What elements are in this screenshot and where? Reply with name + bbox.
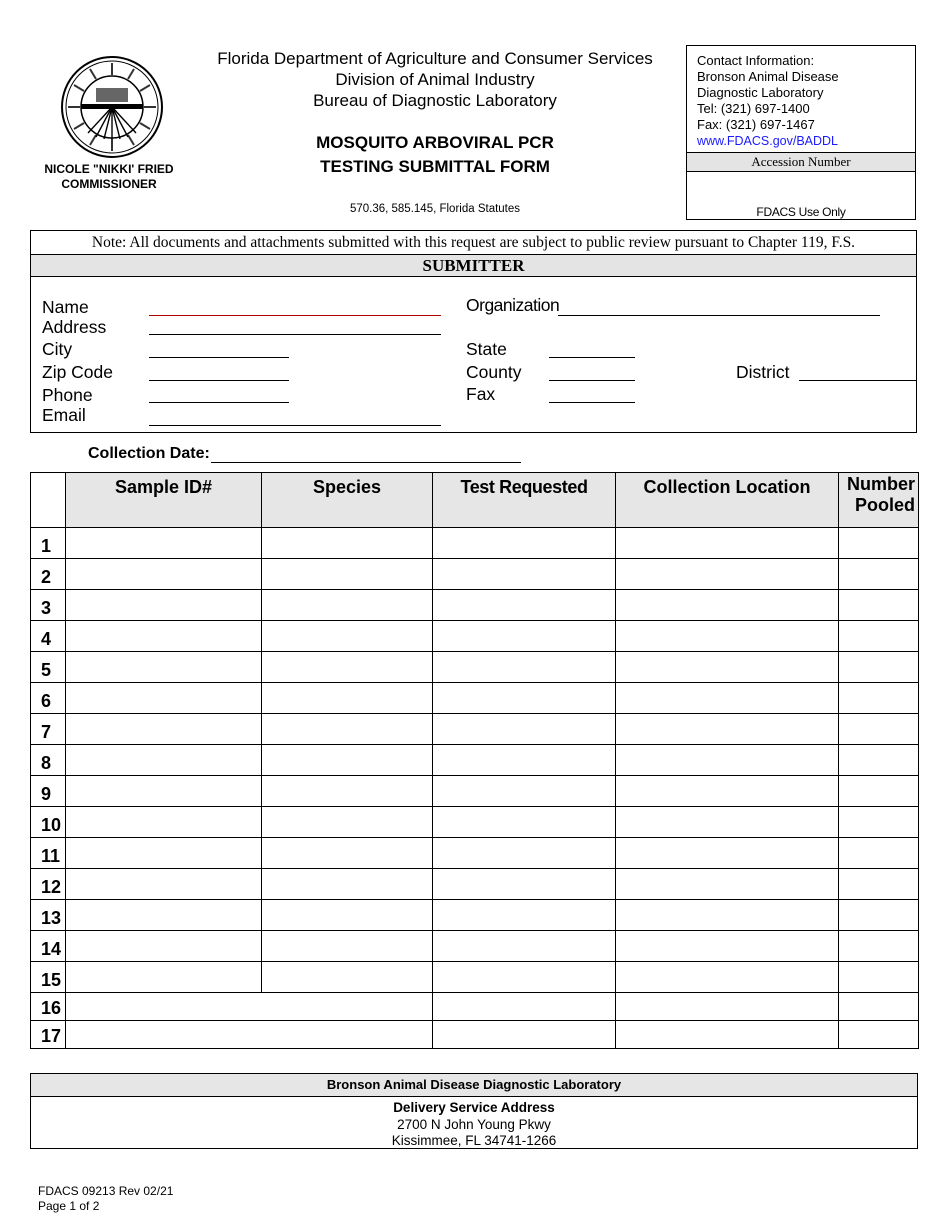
species-cell[interactable]: [262, 962, 433, 993]
statutes-reference: 570.36, 585.145, Florida Statutes: [349, 203, 521, 215]
row-number: 1: [31, 528, 66, 559]
species-cell[interactable]: [262, 869, 433, 900]
page-number: Page 1 of 2: [38, 1199, 100, 1213]
lab-address: [31, 1100, 917, 1150]
collection-location-cell[interactable]: [616, 776, 839, 807]
test-requested-header: Test Requested: [433, 473, 616, 528]
number-pooled-header-line-2: Pooled: [854, 495, 915, 515]
species-cell[interactable]: [262, 714, 433, 745]
form-title-line-1: MOSQUITO ARBOVIRAL PCR: [316, 133, 554, 152]
number-pooled-header-line-1: Number: [846, 474, 915, 494]
public-records-note: Note: All documents and attachments submitted with this request are subject to public review pursuant to Chapter 119, F.S.: [91, 234, 856, 251]
sample-id-cell[interactable]: [66, 776, 262, 807]
collection-location-cell[interactable]: [616, 931, 839, 962]
lab-name: Bronson Animal Disease Diagnostic Laboratory: [31, 1074, 917, 1097]
test-requested-cell[interactable]: [433, 714, 616, 745]
species-cell[interactable]: [262, 590, 433, 621]
species-cell[interactable]: [262, 838, 433, 869]
test-requested-cell[interactable]: [433, 652, 616, 683]
collection-location-cell[interactable]: [616, 838, 839, 869]
contact-line-3: Diagnostic Laboratory: [697, 85, 824, 100]
collection-location-cell[interactable]: [616, 869, 839, 900]
table-row: [31, 652, 919, 683]
row-number: 13: [31, 900, 66, 931]
number-pooled-cell[interactable]: [839, 683, 919, 714]
lab-city-state-zip: Kissimmee, FL 34741-1266: [391, 1133, 557, 1148]
footer: [38, 1184, 173, 1214]
row-number: 5: [31, 652, 66, 683]
number-pooled-cell[interactable]: [839, 776, 919, 807]
collection-location-cell[interactable]: [616, 528, 839, 559]
row-number: 11: [31, 838, 66, 869]
number-pooled-cell[interactable]: [839, 931, 919, 962]
contact-website-link[interactable]: www.FDACS.gov/BADDL: [697, 134, 839, 148]
species-cell[interactable]: [262, 528, 433, 559]
sample-id-cell[interactable]: [66, 683, 262, 714]
collection-location-cell[interactable]: [616, 1021, 839, 1049]
address-label: Address: [42, 317, 107, 337]
sample-id-cell[interactable]: [66, 714, 262, 745]
sample-id-cell[interactable]: [66, 931, 262, 962]
email-label: Email: [42, 405, 86, 425]
county-label: County: [466, 362, 522, 382]
test-requested-cell[interactable]: [433, 621, 616, 652]
department-seal-icon: [60, 55, 164, 159]
lab-street: 2700 N John Young Pkwy: [397, 1116, 551, 1132]
test-requested-cell[interactable]: [433, 590, 616, 621]
row-number: 12: [31, 869, 66, 900]
name-field[interactable]: [149, 315, 441, 316]
zip-code-field[interactable]: [149, 380, 289, 381]
state-label: State: [466, 339, 507, 359]
collection-location-cell[interactable]: [616, 745, 839, 776]
table-row: [31, 745, 919, 776]
delivery-service-label: Delivery Service Address: [393, 1100, 555, 1115]
collection-location-cell[interactable]: [616, 714, 839, 745]
table-row: [31, 869, 919, 900]
agency-line-2: Division of Animal Industry: [335, 70, 535, 89]
number-pooled-cell[interactable]: [839, 745, 919, 776]
row-number: 4: [31, 621, 66, 652]
number-pooled-cell[interactable]: [839, 962, 919, 993]
number-pooled-cell[interactable]: [839, 621, 919, 652]
delivery-address-box: [30, 1073, 918, 1149]
number-pooled-cell[interactable]: [839, 869, 919, 900]
table-row: [31, 559, 919, 590]
organization-field[interactable]: [558, 315, 880, 316]
number-pooled-cell[interactable]: [839, 900, 919, 931]
accession-number-label: Accession Number: [687, 152, 915, 172]
sample-id-cell[interactable]: [66, 590, 262, 621]
table-row: [31, 776, 919, 807]
table-row: [31, 993, 919, 1021]
sample-id-cell[interactable]: [66, 528, 262, 559]
row-number: 6: [31, 683, 66, 714]
district-field[interactable]: [799, 380, 917, 381]
row-number: 3: [31, 590, 66, 621]
contact-phone: Tel: (321) 697-1400: [697, 101, 810, 116]
sample-table: [30, 472, 919, 1049]
species-cell[interactable]: [262, 776, 433, 807]
test-requested-cell[interactable]: [433, 528, 616, 559]
form-title-line-2: TESTING SUBMITTAL FORM: [320, 157, 550, 176]
contact-text: [697, 53, 839, 149]
table-row: [31, 683, 919, 714]
table-row: [31, 962, 919, 993]
number-pooled-cell[interactable]: [839, 559, 919, 590]
number-pooled-cell[interactable]: [839, 590, 919, 621]
row-number: 10: [31, 807, 66, 838]
form-title: [190, 131, 680, 179]
agency-line-3: Bureau of Diagnostic Laboratory: [313, 91, 557, 110]
collection-location-cell[interactable]: [616, 621, 839, 652]
sample-id-cell[interactable]: [66, 807, 262, 838]
collection-location-cell[interactable]: [616, 962, 839, 993]
district-label: District: [736, 362, 790, 382]
city-field[interactable]: [149, 357, 289, 358]
sample-id-cell[interactable]: [66, 962, 262, 993]
sample-id-cell[interactable]: [66, 652, 262, 683]
fax-field[interactable]: [549, 402, 635, 403]
table-row: [31, 1021, 919, 1049]
phone-label: Phone: [42, 385, 93, 405]
row-number: 16: [31, 993, 66, 1021]
row-number-header: [31, 473, 66, 528]
test-requested-cell[interactable]: [433, 869, 616, 900]
collection-location-cell[interactable]: [616, 807, 839, 838]
test-requested-cell[interactable]: [433, 838, 616, 869]
species-header: Species: [262, 473, 433, 528]
sample-id-species-cell[interactable]: [66, 993, 433, 1021]
collection-location-cell[interactable]: [616, 652, 839, 683]
species-cell[interactable]: [262, 683, 433, 714]
contact-line-1: Contact Information:: [697, 53, 815, 68]
sample-id-cell[interactable]: [66, 559, 262, 590]
test-requested-cell[interactable]: [433, 807, 616, 838]
number-pooled-cell[interactable]: [839, 528, 919, 559]
test-requested-cell[interactable]: [433, 900, 616, 931]
row-number: 14: [31, 931, 66, 962]
species-cell[interactable]: [262, 621, 433, 652]
email-field[interactable]: [149, 425, 441, 426]
sample-id-cell[interactable]: [66, 621, 262, 652]
table-row: [31, 528, 919, 559]
commissioner-name: NICOLE "NIKKI' FRIED: [44, 162, 174, 176]
number-pooled-cell[interactable]: [839, 807, 919, 838]
number-pooled-cell[interactable]: [839, 714, 919, 745]
species-cell[interactable]: [262, 652, 433, 683]
commissioner-title: COMMISSIONER: [61, 177, 157, 191]
contact-information-box: [686, 45, 916, 220]
contact-fax: Fax: (321) 697-1467: [697, 117, 815, 132]
zip-code-label: Zip Code: [42, 362, 114, 382]
collection-location-header: Collection Location: [616, 473, 839, 528]
test-requested-cell[interactable]: [433, 1021, 616, 1049]
test-requested-cell[interactable]: [433, 962, 616, 993]
test-requested-cell[interactable]: [433, 931, 616, 962]
number-pooled-cell[interactable]: [839, 838, 919, 869]
number-pooled-header: [839, 473, 919, 528]
species-cell[interactable]: [262, 559, 433, 590]
sample-id-header: Sample ID#: [66, 473, 262, 528]
collection-location-cell[interactable]: [616, 590, 839, 621]
test-requested-cell[interactable]: [433, 776, 616, 807]
row-number: 17: [31, 1021, 66, 1049]
table-row: [31, 838, 919, 869]
county-field[interactable]: [549, 380, 635, 381]
fdacs-use-only-label: FDACS Use Only: [756, 205, 846, 219]
sample-id-cell[interactable]: [66, 745, 262, 776]
sample-id-cell[interactable]: [66, 869, 262, 900]
number-pooled-cell[interactable]: [839, 993, 919, 1021]
species-cell[interactable]: [262, 745, 433, 776]
row-number: 8: [31, 745, 66, 776]
commissioner-block: [30, 162, 188, 192]
test-requested-cell[interactable]: [433, 993, 616, 1021]
table-header-row: [31, 473, 919, 528]
species-cell[interactable]: [262, 900, 433, 931]
species-cell[interactable]: [262, 931, 433, 962]
submitter-heading: SUBMITTER: [31, 254, 916, 277]
test-requested-cell[interactable]: [433, 559, 616, 590]
contact-line-2: Bronson Animal Disease: [697, 69, 839, 84]
address-field[interactable]: [149, 334, 441, 335]
collection-location-cell[interactable]: [616, 900, 839, 931]
collection-location-cell[interactable]: [616, 559, 839, 590]
sample-id-cell[interactable]: [66, 838, 262, 869]
table-row: [31, 621, 919, 652]
collection-location-cell[interactable]: [616, 683, 839, 714]
agency-line-1: Florida Department of Agriculture and Consumer Services: [217, 49, 653, 68]
table-row: [31, 714, 919, 745]
name-label: Name: [42, 297, 89, 317]
city-label: City: [42, 339, 73, 359]
phone-field[interactable]: [149, 402, 289, 403]
submitter-section: [30, 230, 917, 433]
row-number: 2: [31, 559, 66, 590]
sample-id-species-cell[interactable]: [66, 1021, 433, 1049]
number-pooled-cell[interactable]: [839, 652, 919, 683]
fax-label: Fax: [466, 384, 496, 404]
table-row: [31, 590, 919, 621]
state-field[interactable]: [549, 357, 635, 358]
table-row: [31, 931, 919, 962]
number-pooled-cell[interactable]: [839, 1021, 919, 1049]
collection-date-label: Collection Date:: [88, 445, 210, 462]
agency-name-block: [190, 48, 680, 111]
row-number: 9: [31, 776, 66, 807]
table-row: [31, 807, 919, 838]
collection-location-cell[interactable]: [616, 993, 839, 1021]
test-requested-cell[interactable]: [433, 683, 616, 714]
organization-label: Organization: [466, 295, 560, 315]
table-row: [31, 900, 919, 931]
row-number: 7: [31, 714, 66, 745]
test-requested-cell[interactable]: [433, 745, 616, 776]
form-number: FDACS 09213 Rev 02/21: [38, 1184, 174, 1198]
sample-id-cell[interactable]: [66, 900, 262, 931]
species-cell[interactable]: [262, 807, 433, 838]
collection-date-field[interactable]: [211, 462, 521, 463]
row-number: 15: [31, 962, 66, 993]
